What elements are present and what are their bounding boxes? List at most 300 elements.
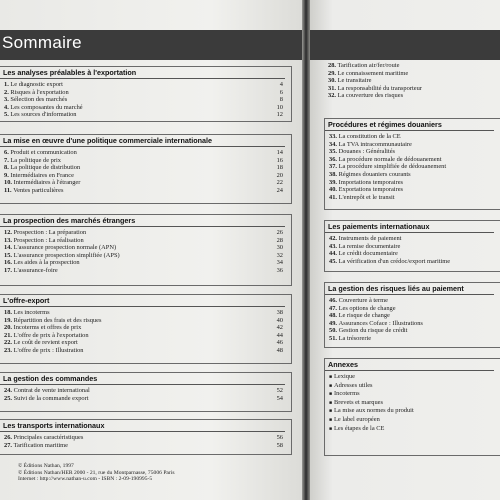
toc-entry[interactable]: [329, 373, 492, 382]
toc-entry[interactable]: [4, 267, 283, 275]
entry-number: 16.: [4, 259, 14, 267]
entry-text-group: [329, 373, 355, 382]
toc-entry[interactable]: [4, 229, 283, 237]
toc-entry[interactable]: [4, 317, 283, 325]
entry-text-group: [4, 149, 77, 157]
toc-entry[interactable]: [4, 395, 283, 403]
entry-page-number: 44: [276, 331, 283, 339]
toc-entry[interactable]: [4, 339, 283, 347]
bullet-icon: ■: [329, 375, 333, 380]
entry-text-group: [4, 164, 80, 172]
entry-number: 10.: [4, 179, 14, 187]
entry-text-group: [4, 309, 50, 317]
toc-section: [0, 214, 292, 286]
entry-number: 43.: [329, 242, 339, 250]
entry-text: La procédure simplifiée de dédouanement: [338, 163, 447, 171]
entry-text-group: [4, 104, 83, 112]
entry-number: 51.: [329, 334, 339, 342]
entry-number: 30.: [328, 77, 338, 85]
entry-text-group: [329, 163, 446, 171]
entry-page-number: 32: [276, 251, 283, 259]
entry-page-number: 18: [276, 164, 283, 172]
entry-number: 37.: [329, 163, 339, 171]
entry-page-number: 6: [279, 88, 283, 96]
entry-text: La TVA intracommunautaire: [338, 140, 412, 148]
entry-number: 7.: [4, 156, 11, 164]
entry-number: 48.: [329, 312, 339, 320]
entry-text-group: [329, 148, 395, 156]
entry-text: La politique de prix: [10, 156, 61, 164]
entry-text-group: [4, 442, 68, 450]
entry-number: 50.: [329, 327, 339, 335]
toc-entry[interactable]: [4, 187, 283, 195]
entry-list: [0, 229, 291, 275]
toc-entry[interactable]: [328, 92, 492, 100]
toc-entry[interactable]: [329, 133, 492, 141]
entry-text-group: [329, 141, 412, 149]
toc-entry[interactable]: [329, 407, 492, 416]
entry-text: Incoterms: [334, 390, 360, 398]
entry-number: 22.: [4, 339, 14, 347]
toc-entry[interactable]: [329, 297, 492, 305]
entry-page-number: 30: [276, 244, 283, 252]
entry-text: Le risque de change: [338, 312, 390, 320]
entry-text-group: [329, 320, 423, 328]
entry-text: Le transitaire: [337, 77, 372, 85]
toc-entry[interactable]: [4, 252, 283, 260]
entry-text-group: [328, 92, 403, 100]
entry-number: 32.: [328, 92, 338, 100]
entry-text-group: [329, 194, 395, 202]
entry-page-number: 52: [276, 387, 283, 394]
entry-list: [325, 235, 500, 265]
toc-entry[interactable]: [4, 164, 283, 172]
footer-line: © Éditions Nathan/HER 2000 - 21, rue du Montparnasse, 75006 Paris: [18, 469, 175, 476]
entry-page-number: 42: [276, 324, 283, 332]
entry-text-group: [4, 395, 89, 403]
toc-entry[interactable]: [4, 387, 283, 395]
entry-number: 41.: [329, 193, 339, 201]
book-gutter: [302, 0, 310, 500]
entry-number: 40.: [329, 186, 339, 194]
section-title: La prospection des marchés étrangers: [0, 215, 285, 227]
entry-number: 38.: [329, 170, 339, 178]
toc-entry[interactable]: [329, 312, 492, 320]
entry-page-number: 34: [276, 259, 283, 267]
entry-text: La politique de distribution: [10, 164, 81, 172]
entry-text: La procédure normale de dédouanement: [338, 155, 442, 163]
toc-entry[interactable]: [329, 186, 492, 194]
entry-text-group: [4, 434, 83, 442]
entry-page-number: 36: [276, 266, 283, 274]
entry-text-group: [329, 133, 401, 141]
entry-list: [325, 297, 500, 343]
entry-text: Tarification maritime: [13, 441, 68, 449]
entry-text: L'offre de prix : Illustration: [13, 346, 84, 354]
entry-page-number: 10: [276, 103, 283, 111]
entry-number: 15.: [4, 251, 14, 259]
toc-entry[interactable]: [4, 104, 283, 112]
entry-page-number: 28: [276, 236, 283, 244]
entry-page-number: 46: [276, 339, 283, 347]
entry-number: 27.: [4, 441, 14, 449]
entry-text-group: [329, 416, 380, 425]
entry-page-number: 54: [276, 394, 283, 402]
entry-list: [0, 387, 291, 402]
footer-line: © Éditions Nathan, 1997: [18, 463, 74, 469]
toc-entry[interactable]: [329, 399, 492, 408]
entry-page-number: 8: [279, 96, 283, 104]
entry-text-group: [329, 407, 414, 416]
toc-section: [324, 358, 500, 456]
toc-section: [0, 372, 292, 412]
title-band: [0, 30, 302, 60]
toc-entry[interactable]: [329, 305, 492, 313]
entry-number: 49.: [329, 319, 339, 327]
toc-entry[interactable]: [4, 442, 283, 450]
entry-number: 34.: [329, 140, 339, 148]
toc-entry[interactable]: [329, 327, 492, 335]
entry-page-number: 58: [276, 441, 283, 449]
entry-text: Les incoterms: [13, 309, 50, 316]
entry-text: Le connaissement maritime: [337, 69, 409, 77]
entry-text-group: [4, 347, 84, 355]
toc-entry[interactable]: [4, 332, 283, 340]
entry-page-number: 12: [276, 111, 283, 119]
entry-text: Brevets et marques: [334, 398, 384, 406]
entry-number: 24.: [4, 387, 14, 394]
entry-text: Intermédiaires en France: [10, 171, 74, 179]
entry-list: [0, 309, 291, 355]
entry-list: [0, 81, 291, 119]
toc-section: [0, 134, 292, 204]
toc-entry[interactable]: [329, 243, 492, 251]
entry-text-group: [4, 237, 84, 245]
entry-number: 42.: [329, 235, 339, 242]
entry-page-number: 14: [276, 149, 283, 156]
entry-page-number: 24: [276, 186, 283, 194]
toc-entry[interactable]: [329, 382, 492, 391]
toc-entry[interactable]: [329, 163, 492, 171]
entry-text: Intermédiaires à l'étranger: [13, 179, 81, 187]
entry-number: 29.: [328, 69, 338, 77]
toc-entry[interactable]: [4, 434, 283, 442]
entry-text: Le label européen: [334, 415, 380, 423]
toc-entry[interactable]: [329, 235, 492, 243]
toc-entry[interactable]: [329, 141, 492, 149]
entry-text-group: [4, 179, 80, 187]
entry-text: L'assurance-foire: [13, 266, 58, 274]
entry-text-group: [4, 81, 63, 89]
section-title: Annexes: [325, 359, 494, 371]
entry-text-group: [4, 157, 61, 165]
entry-text: L'offre de prix à l'exportation: [13, 331, 89, 339]
toc-entry[interactable]: [329, 171, 492, 179]
entry-text-group: [328, 70, 408, 78]
entry-text: La responsabilité du transporteur: [337, 84, 422, 92]
entry-number: 21.: [4, 331, 14, 339]
entry-text: Incoterms et offres de prix: [13, 324, 82, 332]
entry-page-number: 4: [279, 81, 283, 88]
entry-text: Les sources d'information: [10, 111, 77, 119]
entry-text: Risques à l'exportation: [10, 88, 69, 96]
entry-text-group: [4, 267, 58, 275]
entry-number: 39.: [329, 178, 339, 186]
entry-number: 5.: [4, 111, 11, 119]
entry-text: La remise documentaire: [338, 242, 401, 250]
entry-page-number: 38: [276, 309, 283, 316]
entry-number: 44.: [329, 250, 339, 258]
entry-text-group: [4, 252, 120, 260]
entry-text-group: [4, 244, 116, 252]
entry-number: 23.: [4, 346, 14, 354]
entry-text: La constitution de la CE: [338, 133, 401, 140]
toc-entry[interactable]: [4, 347, 283, 355]
entry-text: Les étapes de la CE: [334, 424, 385, 432]
entry-page-number: 48: [276, 346, 283, 354]
entry-text-group: [329, 250, 398, 258]
entry-text: Exportations temporaires: [338, 186, 404, 194]
entry-text-group: [4, 229, 86, 237]
entry-list: [0, 149, 291, 195]
toc-section: [324, 220, 500, 272]
entry-text-group: [329, 335, 371, 343]
entry-page-number: 22: [276, 179, 283, 187]
entry-text-group: [4, 96, 67, 104]
entry-text: Les aides à la prospection: [13, 259, 80, 267]
entry-text: Assurances Coface : Illustrations: [338, 319, 423, 327]
entry-text: Tarification air/fer/route: [337, 62, 400, 69]
toc-entry[interactable]: [4, 89, 283, 97]
entry-number: 13.: [4, 236, 14, 244]
copyright-footer: [18, 463, 288, 483]
toc-entry[interactable]: [4, 111, 283, 119]
entry-text-group: [4, 172, 74, 180]
entry-text: Produit et communication: [10, 149, 77, 156]
entry-text: Prospection : La préparation: [13, 229, 87, 236]
entry-text: L'entrepôt et le transit: [338, 193, 395, 201]
entry-text-group: [4, 111, 77, 119]
entry-text-group: [329, 390, 360, 399]
toc-entry[interactable]: [329, 258, 492, 266]
entry-text-group: [4, 332, 89, 340]
toc-entry[interactable]: [329, 194, 492, 202]
toc-entry[interactable]: [4, 172, 283, 180]
entry-text: Les options de change: [338, 304, 396, 312]
toc-entry[interactable]: [329, 390, 492, 399]
toc-entry[interactable]: [328, 70, 492, 78]
entry-text-group: [4, 259, 80, 267]
entry-text-group: [329, 297, 388, 305]
entry-text: Sélection des marchés: [10, 96, 68, 104]
entry-list: [325, 373, 500, 433]
right-page: [310, 0, 500, 500]
entry-page-number: 40: [276, 316, 283, 324]
toc-entry[interactable]: [329, 425, 492, 434]
entry-text-group: [328, 62, 399, 70]
entry-text: La couverture des risques: [337, 92, 404, 100]
entry-number: 47.: [329, 304, 339, 312]
toc-entry[interactable]: [4, 309, 283, 317]
entry-list: [325, 133, 500, 201]
entry-text-group: [329, 425, 384, 434]
toc-entry[interactable]: [329, 416, 492, 425]
entry-text-group: [4, 317, 101, 325]
entry-text-group: [329, 186, 403, 194]
toc-entry[interactable]: [4, 179, 283, 187]
entry-text: L'assurance prospection normale (APN): [13, 244, 117, 252]
section-title: Les transports internationaux: [0, 420, 285, 432]
entry-text-group: [328, 85, 422, 93]
bullet-icon: ■: [329, 417, 333, 423]
entry-text-group: [329, 327, 407, 335]
entry-number: 45.: [329, 257, 339, 265]
entry-page-number: 20: [276, 171, 283, 179]
toc-entry[interactable]: [4, 81, 283, 89]
entry-text: Prospection : La réalisation: [13, 236, 84, 244]
toc-entry[interactable]: [329, 179, 492, 187]
entry-number: 8.: [4, 164, 11, 172]
entry-text: L'assurance prospection simplifiée (APS): [13, 251, 120, 259]
entry-number: 28.: [328, 62, 338, 69]
section-title: La gestion des risques liés au paiement: [325, 283, 494, 295]
entry-text-group: [329, 399, 383, 408]
toc-entry[interactable]: [4, 324, 283, 332]
entry-text-group: [329, 243, 400, 251]
entry-text-group: [4, 324, 81, 332]
entry-text: Ventes particulières: [13, 186, 64, 194]
entry-text: Le diagnostic export: [10, 81, 63, 88]
toc-entry[interactable]: [328, 77, 492, 85]
toc-entry[interactable]: [4, 96, 283, 104]
entry-text: Suivi de la commande export: [13, 394, 89, 402]
entry-number: 35.: [329, 148, 339, 156]
bullet-icon: ■: [329, 409, 333, 415]
entry-text: Régimes douaniers courants: [338, 170, 411, 178]
entry-text: Instruments de paiement: [338, 235, 402, 242]
entry-number: 26.: [4, 434, 14, 441]
entry-text: Douanes : Généralités: [338, 148, 396, 156]
bullet-icon: ■: [329, 392, 333, 398]
entry-number: 18.: [4, 309, 14, 316]
entry-page-number: 26: [276, 229, 283, 236]
entry-text: Gestion du risque de crédit: [338, 327, 408, 335]
toc-section: [324, 118, 500, 210]
entry-number: 19.: [4, 316, 14, 324]
entry-number: 46.: [329, 297, 339, 304]
entry-page-number: 56: [276, 434, 283, 441]
entry-number: 36.: [329, 155, 339, 163]
title-band-right: [310, 30, 500, 60]
entry-page-number: 16: [276, 156, 283, 164]
entry-text: Lexique: [334, 373, 355, 380]
section-title: Procédures et régimes douaniers: [325, 119, 494, 131]
entry-text-group: [329, 171, 411, 179]
toc-section: [0, 294, 292, 364]
entry-text: Couverture à terme: [338, 297, 388, 304]
entry-text-group: [329, 156, 442, 164]
entry-text-group: [4, 387, 90, 395]
toc-entry[interactable]: [4, 259, 283, 267]
entry-number: 25.: [4, 394, 14, 402]
entry-number: 9.: [4, 171, 11, 179]
entry-text: La vérification d'un crédoc/export maritime: [338, 257, 451, 265]
page-title: Sommaire: [2, 33, 82, 52]
entry-number: 3.: [4, 96, 11, 104]
toc-entry[interactable]: [328, 62, 492, 70]
entry-number: 33.: [329, 133, 339, 140]
toc-entry[interactable]: [329, 156, 492, 164]
entry-list: [0, 434, 291, 449]
toc-entry[interactable]: [4, 237, 283, 245]
entry-text: La mise aux normes du produit: [334, 407, 414, 415]
entry-text: Le coût de revient export: [13, 339, 78, 347]
entry-number: 1.: [4, 81, 11, 88]
entry-text: Importations temporaires: [338, 178, 404, 186]
entry-text: Contrat de vente international: [13, 387, 90, 394]
toc-section: [324, 282, 500, 348]
entry-text-group: [4, 339, 78, 347]
bullet-icon: ■: [329, 426, 333, 432]
toc-entry[interactable]: [329, 250, 492, 258]
entry-text-group: [329, 312, 390, 320]
section-title: La gestion des commandes: [0, 373, 285, 385]
toc-entry[interactable]: [329, 148, 492, 156]
entry-text: Le crédit documentaire: [338, 250, 398, 258]
entry-text-group: [329, 305, 396, 313]
entry-text-group: [329, 179, 403, 187]
section-title: Les analyses préalables à l'exportation: [0, 67, 285, 79]
entry-text-group: [4, 187, 63, 195]
entry-text-group: [329, 382, 373, 391]
entry-number: 17.: [4, 266, 14, 274]
section-title: Les paiements internationaux: [325, 221, 494, 233]
entry-text: Adresses utiles: [334, 381, 373, 389]
toc-entry[interactable]: [4, 149, 283, 157]
bullet-icon: ■: [329, 383, 333, 389]
entry-number: 11.: [4, 186, 14, 194]
entry-text-group: [329, 258, 450, 266]
entry-text-group: [4, 89, 69, 97]
toc-section: [0, 419, 292, 455]
entry-number: 12.: [4, 229, 14, 236]
toc-section: [0, 66, 292, 122]
toc-entry[interactable]: [328, 85, 492, 93]
entry-number: 4.: [4, 103, 11, 111]
footer-line: Internet : http://www.nathan-u.com - ISBN : 2-09-190995-5: [18, 476, 153, 483]
entry-number: 6.: [4, 149, 11, 156]
toc-entry[interactable]: [4, 244, 283, 252]
entry-text-group: [329, 235, 401, 243]
entry-text: Répartition des frais et des risques: [13, 316, 102, 324]
entry-text-group: [328, 77, 371, 85]
bullet-icon: ■: [329, 400, 333, 406]
entry-text: La trésorerie: [338, 334, 372, 342]
section-title: L'offre-export: [0, 295, 285, 307]
entry-number: 2.: [4, 88, 11, 96]
toc-entry[interactable]: [329, 320, 492, 328]
toc-entry[interactable]: [329, 335, 492, 343]
entry-number: 20.: [4, 324, 14, 332]
toc-entry[interactable]: [4, 157, 283, 165]
entry-text: Les composantes du marché: [10, 103, 83, 111]
entry-list: [324, 62, 500, 100]
section-title: La mise en œuvre d'une politique commerciale internationale: [0, 135, 285, 147]
toc-section: [324, 62, 500, 110]
entry-text: Principales caractéristiques: [13, 434, 84, 441]
entry-number: 14.: [4, 244, 14, 252]
entry-number: 31.: [328, 84, 338, 92]
